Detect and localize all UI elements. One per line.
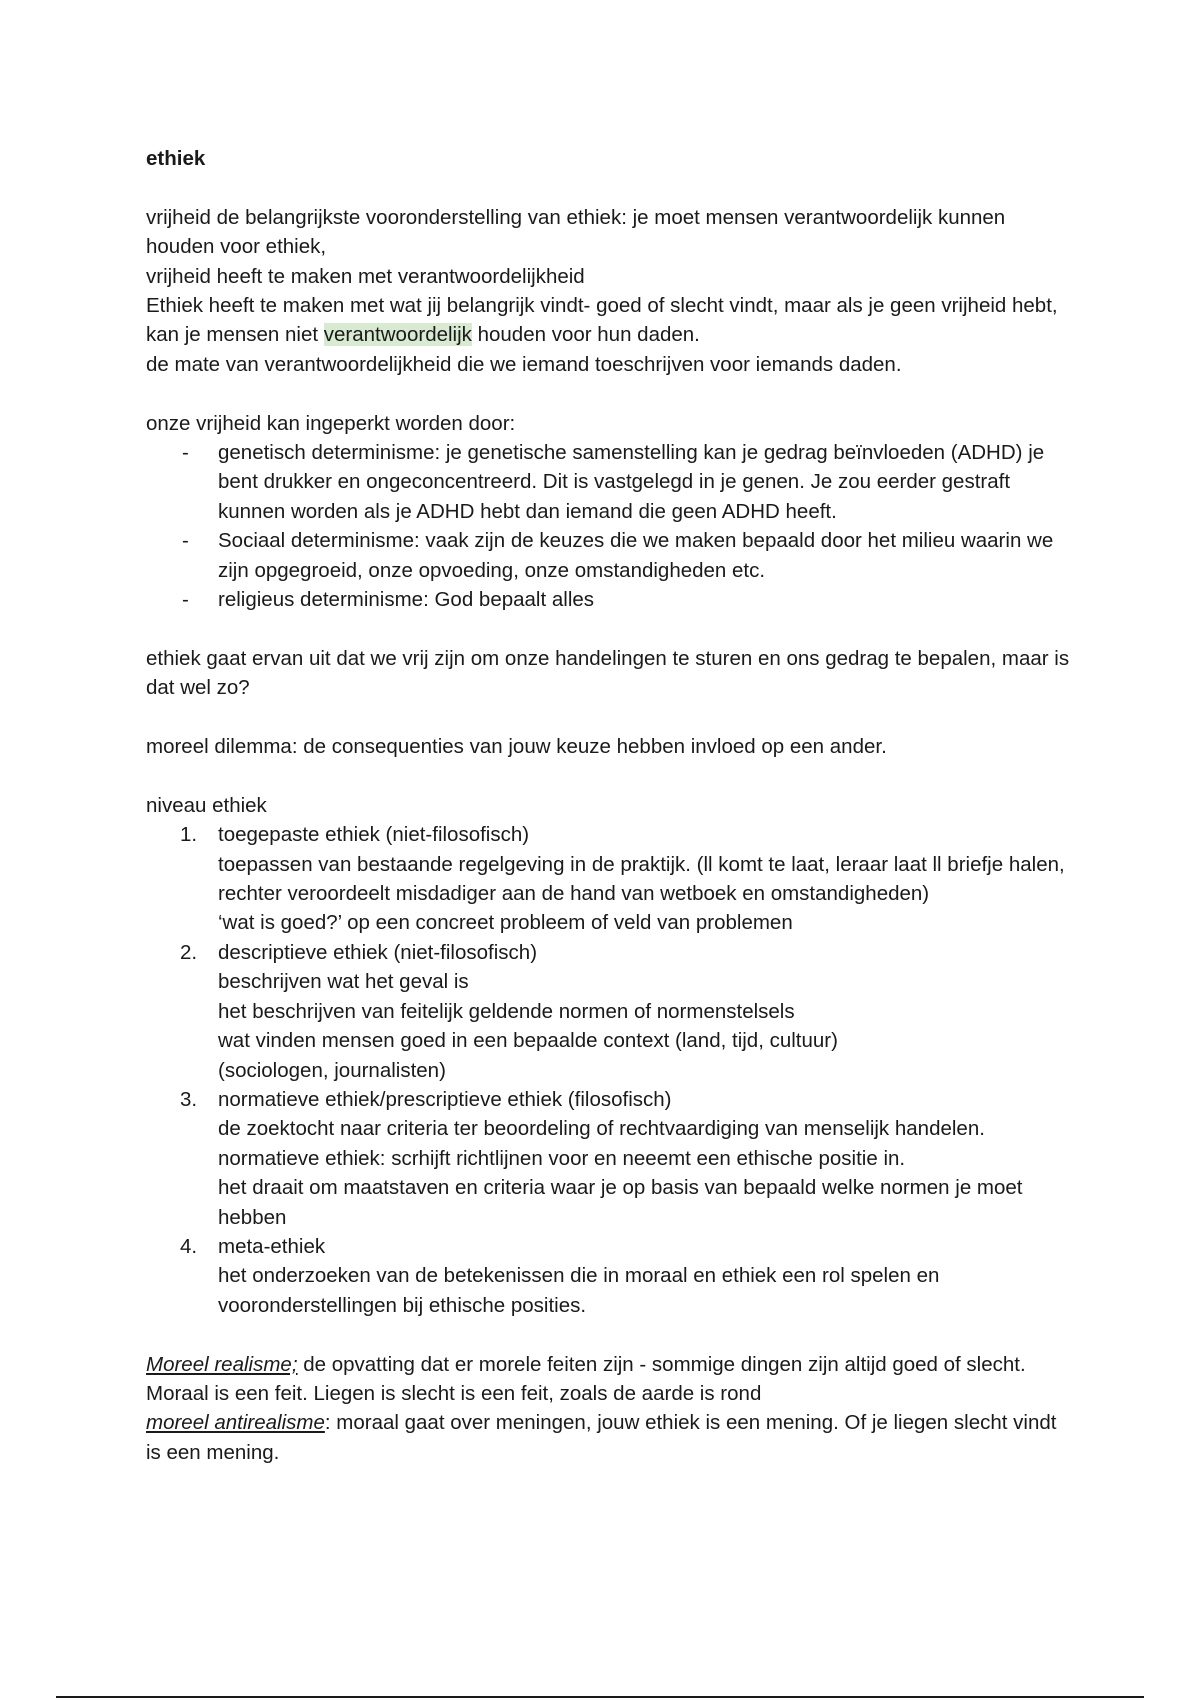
- list-item-text: genetisch determinisme: je genetische samenstelling kan je gedrag beïnvloeden (ADHD) je bent drukker en ongeconcentreerd. Dit is vastgelegd in je genen. Je zou eerder gestraft kunnen worden als je ADHD hebt dan iemand die geen ADHD heeft.: [218, 441, 1045, 523]
- intro-line-3-start: Ethiek heeft te maken met wat jij belangrijk vindt- goed of slecht vindt, maar als je geen vrijheid hebt, kan je mensen niet: [146, 294, 1058, 347]
- document-title: ethiek: [146, 147, 206, 170]
- moral-realism: [146, 1350, 1076, 1409]
- limits-list: [146, 438, 1076, 614]
- level-line: normatieve ethiek/prescriptieve ethiek (filosofisch): [218, 1087, 672, 1111]
- moral-realism-term: Moreel realisme;: [146, 1352, 298, 1376]
- moral-realism-text: de opvatting dat er morele feiten zijn - sommige dingen zijn altijd goed of slecht. Moraal is een feit. Liegen is slecht is een feit, zoals de aarde is rond: [146, 1352, 1026, 1405]
- ethics-levels-section: [146, 791, 1076, 1320]
- list-item: [146, 585, 1076, 614]
- level-line: toegepaste ethiek (niet-filosofisch): [218, 823, 530, 847]
- level-line: het onderzoeken van de betekenissen die in moraal en ethiek een rol spelen en vooronderstellingen bij ethische posities.: [218, 1264, 940, 1317]
- list-item: [146, 526, 1076, 585]
- level-line: wat vinden mensen goed in een bepaalde context (land, tijd, cultuur): [218, 1029, 838, 1053]
- level-line: ‘wat is goed?’ op een concreet probleem of veld van problemen: [218, 911, 793, 935]
- bullet-dash: -: [182, 529, 189, 553]
- level-line: meta-ethiek: [218, 1234, 326, 1258]
- intro-line-3: [146, 291, 1076, 350]
- level-line: beschrijven wat het geval is: [218, 970, 469, 994]
- levels-heading: niveau ethiek: [146, 793, 267, 817]
- moral-antirealism-term: moreel antirealisme: [146, 1411, 325, 1435]
- moral-antirealism-text: : moraal gaat over meningen, jouw ethiek is een mening. Of je liegen slecht vindt is een mening.: [146, 1411, 1057, 1464]
- level-line: normatieve ethiek: scrhijft richtlijnen voor en neeemt een ethische positie in.: [218, 1146, 906, 1170]
- list-item: [146, 820, 1076, 938]
- level-line: descriptieve ethiek (niet-filosofisch): [218, 940, 538, 964]
- level-line: het beschrijven van feitelijk geldende normen of normenstelsels: [218, 999, 795, 1023]
- freedom-question: ethiek gaat ervan uit dat we vrij zijn om onze handelingen te sturen en ons gedrag te bepalen, maar is dat wel zo?: [146, 646, 1070, 700]
- intro-line-3-end: houden voor hun daden.: [471, 323, 700, 347]
- document-body: [146, 144, 1076, 1467]
- bottom-divider: [56, 1696, 1144, 1698]
- levels-list: [146, 820, 1076, 1320]
- list-number: 1.: [180, 823, 198, 847]
- list-item: [146, 938, 1076, 1085]
- list-item: [146, 1085, 1076, 1232]
- level-line: (sociologen, journalisten): [218, 1058, 446, 1082]
- list-item-text: Sociaal determinisme: vaak zijn de keuzes die we maken bepaald door het milieu waarin we zijn opgegroeid, onze opvoeding, onze omstandigheden etc.: [218, 529, 1054, 582]
- limits-heading: onze vrijheid kan ingeperkt worden door:: [146, 411, 516, 435]
- intro-section: [146, 203, 1076, 379]
- realism-section: [146, 1350, 1076, 1468]
- list-number: 2.: [180, 940, 198, 964]
- level-line: toepassen van bestaande regelgeving in de praktijk. (ll komt te laat, leraar laat ll briefje halen, rechter veroordeelt misdadiger aan de hand van wetboek en omstandigheden): [218, 852, 1065, 906]
- intro-line-4: de mate van verantwoordelijkheid die we iemand toeschrijven voor iemands daden.: [146, 352, 902, 376]
- list-number: 3.: [180, 1087, 198, 1111]
- bullet-dash: -: [182, 588, 189, 612]
- list-item: [146, 438, 1076, 526]
- level-line: de zoektocht naar criteria ter beoordeling of rechtvaardiging van menselijk handelen.: [218, 1117, 985, 1141]
- list-item: [146, 1232, 1076, 1320]
- moral-dilemma: moreel dilemma: de consequenties van jouw keuze hebben invloed op een ander.: [146, 735, 887, 759]
- intro-line-1: vrijheid de belangrijkste vooronderstelling van ethiek: je moet mensen verantwoordelijk kunnen houden voor ethiek,: [146, 205, 1006, 259]
- highlighted-word: verantwoordelijk: [323, 323, 472, 347]
- list-item-text: religieus determinisme: God bepaalt alles: [218, 588, 595, 612]
- bullet-dash: -: [182, 441, 189, 465]
- level-line: het draait om maatstaven en criteria waar je op basis van bepaald welke normen je moet hebben: [218, 1176, 1023, 1229]
- freedom-limits-section: [146, 409, 1076, 615]
- intro-line-2: vrijheid heeft te maken met verantwoordelijkheid: [146, 264, 585, 288]
- moral-antirealism: [146, 1408, 1076, 1467]
- list-number: 4.: [180, 1234, 198, 1258]
